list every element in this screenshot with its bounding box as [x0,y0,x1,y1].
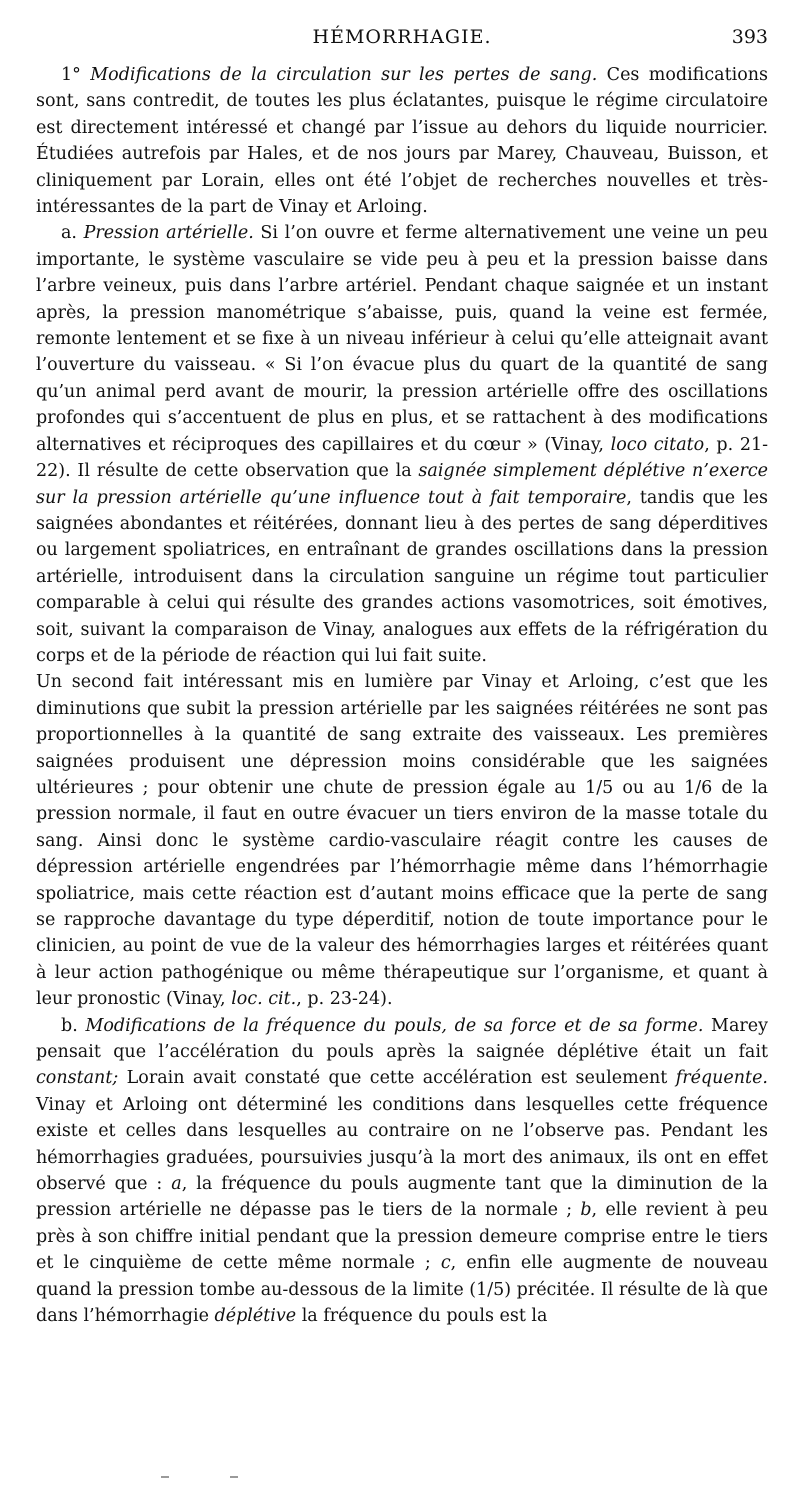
paragraph-text: , enfin elle augmente de nouveau quand la pression tombe au-dessous de la limite (1/5) précitée. Il résulte de là que dans l’hémorrhagie [36,1253,768,1327]
scan-mark [230,1476,238,1478]
paragraph-arterial-pressure [36,220,768,669]
paragraph-text: , la fréquence du pouls augmente tant que la diminution de la pression artérielle ne dépasse pas le tiers de la normale ; [36,1174,768,1221]
paragraph-circulation [36,62,768,220]
subsection-letter: b. [61,1015,86,1036]
subsection-heading: Pression artérielle. [83,223,254,244]
citation-italic: loco citato [610,434,705,455]
emphasis-italic: déplétive [214,1306,297,1327]
list-marker: a [171,1174,182,1195]
paragraph-text: Si l’on ouvre et ferme alternativement une veine un peu importante, le système vasculaire se vide peu à peu et la pression baisse dans l’arbre veineux, puis dans l’arbre artériel. Pendant chaque saignée et un instant après, la pression manométrique s’abaisse, puis, quand la veine est fermée, remonte lentement et se fixe à un niveau inférieur à celui qu’elle atteignait avant l’ouverture du vaisseau. « Si l’on évacue plus du quart de la quantité de sang qu’un animal perd avant de mourir, la pression artérielle offre des oscillations profondes qui s’accentuent de plus en plus, et se rattachent à des modifications alternatives et réciproques des capillaires et du cœur » (Vinay, [36,223,769,455]
emphasis-italic: saignée simplement déplétive n’exerce sur la pression artérielle qu’une influence tout à fait temporaire [36,461,768,508]
page [36,26,768,1330]
running-head [36,26,768,54]
paragraph-text: Ces modifications sont, sans contredit, de toutes les plus éclatantes, puisque le régime circulatoire est directement intéressé et changé par l’issue au dehors du liquide nourricier. Étudiées autrefois par Hales, et de nos jours par Marey, Chauveau, Buisson, et cliniquement par Lorain, elles ont été l’objet de recherches nouvelles et très-intéressantes de la part de Vinay et Arloing. [36,65,768,218]
emphasis-italic: constant; [36,1068,119,1089]
paragraph-text: , tandis que les saignées abondantes et réitérées, donnant lieu à des pertes de sang déperditives ou largement spoliatrices, en entraînant de grandes oscillations dans la pression artérielle, introduisent dans la circulation sanguine un régime tout particulier comparable à celui qui résulte des grandes actions vasomotrices, soit émotives, soit, suivant la comparaison de Vinay, analogues aux effets de la réfrigération du corps et de la période de réaction qui lui fait suite. [36,487,769,666]
paragraph-text: Un second fait intéressant mis en lumière par Vinay et Arloing, c’est que les diminutions que subit la pression artérielle par les saignées réitérées ne sont pas proportionnelles à la quantité de sang extraite des vaisseaux. Les premières saignées produisent une dépression moins considérable que les saignées ultérieures ; pour obtenir une chute de pression égale au 1/5 ou au 1/6 de la pression normale, il faut en outre évacuer un tiers environ de la masse totale du sang. Ainsi donc le système cardio-vasculaire réagit contre les causes de dépression artérielle engendrées par l’hémorrhagie même dans l’hémorrhagie spoliatrice, mais cette réaction est d’autant moins efficace que la perte de sang se rapproche davantage du type déperditif, notion de toute importance pour le clinicien, au point de vue de la valeur des hémorrhagies larges et réitérées quant à leur action pathogénique ou même thérapeutique sur l’organisme, et quant à leur pronostic (Vinay, [36,672,768,1010]
subsection-letter: a. [61,223,84,244]
section-heading: Modifications de la circulation sur les pertes de sang. [90,65,598,85]
scan-mark [161,1476,169,1478]
emphasis-italic: fréquente. [675,1068,768,1089]
paragraph-text: Marey pensait que l’accélération du pouls après la saignée déplétive était un fait [36,1015,769,1063]
list-marker: b [580,1200,592,1221]
paragraph-pulse-frequency [36,1013,768,1330]
paragraph-text: la fréquence du pouls est la [296,1306,548,1327]
page-number: 393 [731,26,768,48]
paragraph-text: Lorain avait constaté que cette accélération est seulement [118,1068,676,1089]
paragraph-text: , p. 21-22). Il résulte de cette observation que la [36,434,769,482]
paragraph-second-fact [36,669,768,1012]
subsection-heading: Modifications de la fréquence du pouls, de sa force et de sa forme. [85,1015,704,1036]
list-marker: c [440,1253,451,1274]
running-title: HÉMORRHAGIE. [312,26,492,48]
paragraph-text: , elle revient à peu près à son chiffre initial pendant que la pression demeure comprise entre le tiers et le cinquième de cette même normale ; [36,1200,768,1274]
section-number: 1° [61,65,91,85]
citation-italic: loc. cit. [231,989,297,1010]
paragraph-text: Vinay et Arloing ont déterminé les conditions dans lesquelles cette fréquence existe et celles dans lesquelles au contraire on ne l’observe pas. Pendant les hémorrhagies graduées, poursuivies jusqu’à la mort des animaux, ils ont en effet observé que : [36,1094,768,1195]
paragraph-text: , p. 23-24). [296,989,393,1010]
